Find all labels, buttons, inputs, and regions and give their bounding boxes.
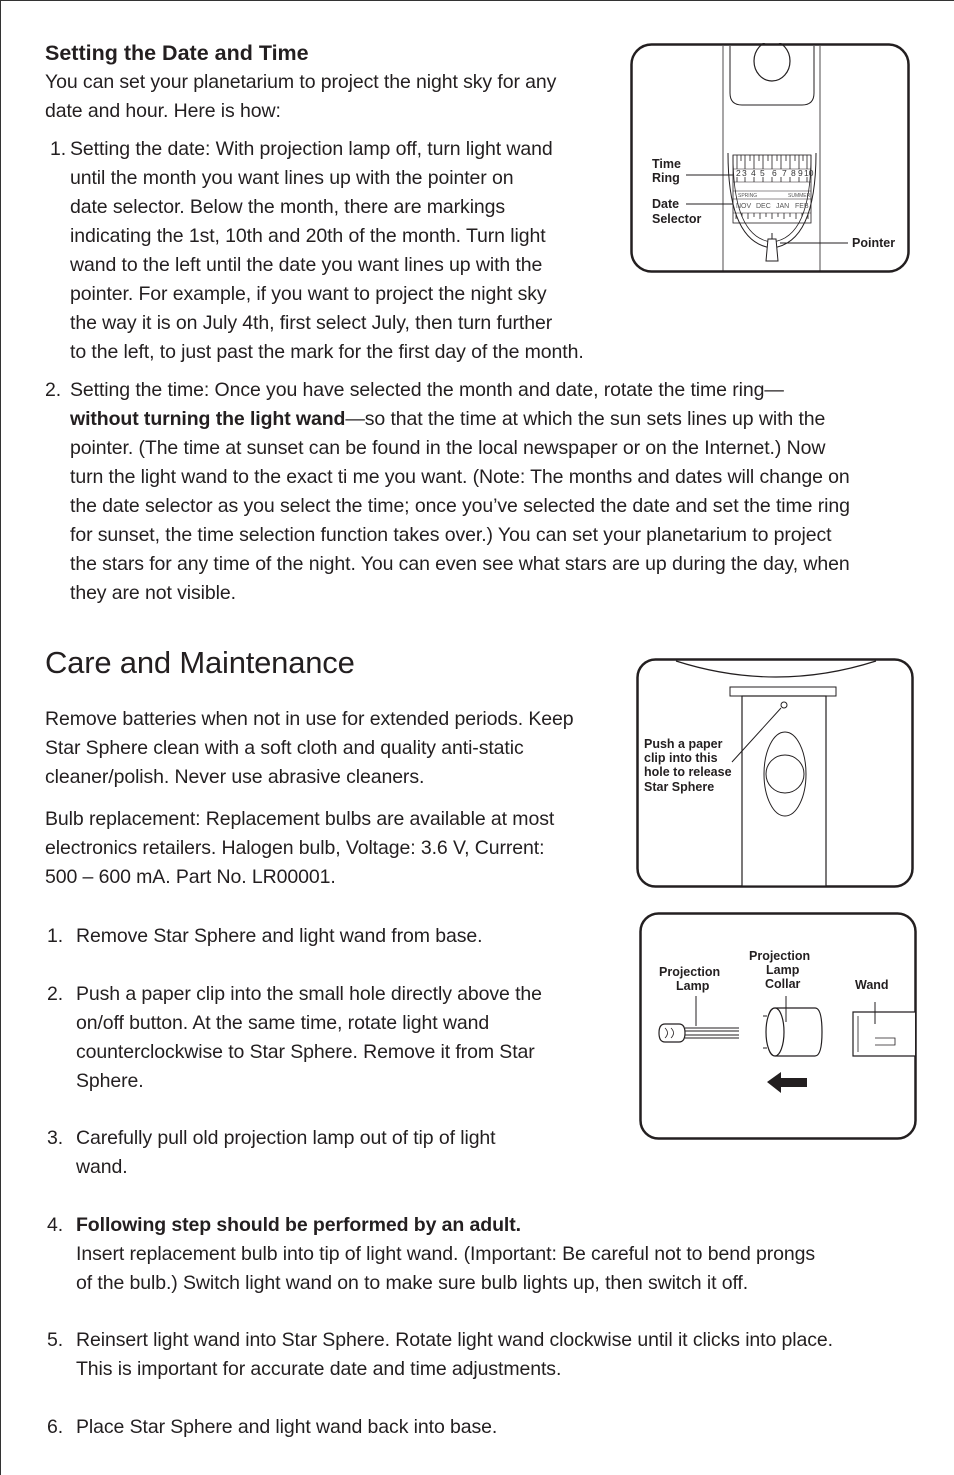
care-step-5 bbox=[47, 1326, 927, 1384]
release-label-line: clip into this bbox=[644, 751, 718, 765]
step-line: counterclockwise to Star Sphere. Remove it from Star bbox=[76, 1041, 535, 1063]
step-number: 1. bbox=[47, 925, 64, 947]
label-pointer: Pointer bbox=[852, 236, 896, 250]
step-line: Setting the time: Once you have selected the month and date, rotate the time ring— bbox=[70, 379, 784, 401]
date-step-2 bbox=[45, 376, 915, 608]
month-label: NOV bbox=[736, 203, 752, 210]
label-collar-2: Lamp bbox=[766, 963, 800, 977]
step-line: the way it is on July 4th, first select July, then turn further bbox=[70, 312, 553, 334]
lamp-parts-illustration bbox=[639, 912, 919, 1144]
ring-number: 4 bbox=[751, 168, 756, 178]
ring-number: 5 bbox=[760, 168, 765, 178]
season-label: SPRING bbox=[738, 193, 758, 199]
step-number: 3. bbox=[47, 1127, 64, 1149]
step-line: indicating the 1st, 10th and 20th of the month. Turn light bbox=[70, 225, 546, 247]
step-line: of the bulb.) Switch light wand on to make sure bulb lights up, then switch it off. bbox=[76, 1272, 749, 1294]
figure-release-hole bbox=[636, 658, 916, 890]
label-collar-3: Collar bbox=[765, 977, 801, 991]
label-time: Time bbox=[652, 157, 681, 171]
care-step-1 bbox=[47, 922, 627, 951]
step-line: until the month you want lines up with the pointer on bbox=[70, 167, 514, 189]
month-label: FEB bbox=[795, 203, 809, 210]
season-label: SUMMER bbox=[788, 193, 811, 199]
care-step-2 bbox=[47, 980, 627, 1096]
step-line: pointer. (The time at sunset can be found in the local newspaper or on the Internet.) Now bbox=[70, 437, 826, 459]
ring-number: 9 bbox=[798, 168, 803, 178]
step-line: without turning the light wand—so that the time at which the sun sets lines up with the bbox=[70, 408, 826, 430]
step-line: Sphere. bbox=[76, 1070, 144, 1092]
dial-illustration bbox=[630, 43, 912, 275]
section-heading-care: Care and Maintenance bbox=[45, 645, 355, 680]
figure-dial bbox=[630, 43, 912, 275]
ring-number: 3 bbox=[742, 168, 747, 178]
label-lamp-1: Projection bbox=[659, 965, 721, 979]
step-number: 4. bbox=[47, 1214, 64, 1236]
para-line: Remove batteries when not in use for extended periods. Keep bbox=[45, 708, 574, 730]
step-line: pointer. For example, if you want to project the night sky bbox=[70, 283, 547, 305]
para-line: 500 – 600 mA. Part No. LR00001. bbox=[45, 866, 336, 888]
care-paragraph-2 bbox=[45, 805, 615, 892]
ring-number: 2 bbox=[736, 168, 741, 178]
step-line: Carefully pull old projection lamp out of tip of light bbox=[76, 1127, 496, 1149]
intro-line: You can set your planetarium to project the night sky for any bbox=[45, 71, 557, 93]
step-line: This is important for accurate date and time adjustments. bbox=[76, 1358, 562, 1380]
step-line: Remove Star Sphere and light wand from base. bbox=[76, 925, 483, 947]
month-label: DEC bbox=[756, 203, 771, 210]
step-line: on/off button. At the same time, rotate light wand bbox=[76, 1012, 490, 1034]
month-label: JAN bbox=[776, 203, 790, 210]
label-wand: Wand bbox=[855, 978, 889, 992]
care-step-4 bbox=[47, 1211, 927, 1298]
step-line: turn the light wand to the exact ti me you want. (Note: The months and dates will change on bbox=[70, 466, 850, 488]
step-line: Insert replacement bulb into tip of light wand. (Important: Be careful not to bend prongs bbox=[76, 1243, 816, 1265]
step-line: they are not visible. bbox=[70, 582, 236, 604]
ring-number: 6 bbox=[772, 168, 777, 178]
step-line: date selector. Below the month, there are markings bbox=[70, 196, 506, 218]
step-line: Place Star Sphere and light wand back into base. bbox=[76, 1416, 498, 1438]
section-heading-date-time: Setting the Date and Time bbox=[45, 41, 309, 65]
adult-warning: Following step should be performed by an adult. bbox=[76, 1214, 521, 1236]
release-hole-illustration bbox=[636, 658, 916, 890]
para-line: Star Sphere clean with a soft cloth and quality anti-static bbox=[45, 737, 524, 759]
intro-line: date and hour. Here is how: bbox=[45, 100, 281, 122]
step-line: the stars for any time of the night. You can even see what stars are up during the day, when bbox=[70, 553, 850, 575]
care-step-3 bbox=[47, 1124, 627, 1182]
release-label-line: Push a paper bbox=[644, 737, 723, 751]
label-ring: Ring bbox=[652, 171, 680, 185]
step-line: the date selector as you select the time; once you’ve selected the date and set the time ring bbox=[70, 495, 850, 517]
intro-paragraph bbox=[45, 68, 615, 126]
step-line: Push a paper clip into the small hole directly above the bbox=[76, 983, 542, 1005]
release-label-line: Star Sphere bbox=[644, 780, 715, 794]
label-collar-1: Projection bbox=[749, 949, 811, 963]
label-lamp-2: Lamp bbox=[676, 979, 710, 993]
date-step-1 bbox=[45, 135, 635, 367]
para-line: electronics retailers. Halogen bulb, Voltage: 3.6 V, Current: bbox=[45, 837, 545, 859]
step-line: wand. bbox=[76, 1156, 128, 1178]
step-line: wand to the left until the date you want lines up with the bbox=[70, 254, 543, 276]
step-line: Setting the date: With projection lamp off, turn light wand bbox=[70, 138, 553, 160]
label-selector: Selector bbox=[652, 212, 702, 226]
ring-number: 8 bbox=[791, 168, 796, 178]
release-label-line: hole to release bbox=[644, 765, 732, 779]
step-line: to the left, to just past the mark for the first day of the month. bbox=[70, 341, 584, 363]
care-paragraph-1 bbox=[45, 705, 615, 792]
para-line: cleaner/polish. Never use abrasive cleaners. bbox=[45, 766, 425, 788]
care-step-6 bbox=[47, 1413, 927, 1442]
ring-number: 7 bbox=[782, 168, 787, 178]
step-number: 1. bbox=[50, 138, 67, 160]
bold-emphasis: without turning the light wand bbox=[70, 408, 346, 430]
step-number: 5. bbox=[47, 1329, 64, 1351]
step-line: for sunset, the time selection function takes over.) You can set your planetarium to project bbox=[70, 524, 832, 546]
para-line: Bulb replacement: Replacement bulbs are available at most bbox=[45, 808, 555, 830]
step-number: 2. bbox=[45, 379, 62, 401]
step-number: 6. bbox=[47, 1416, 64, 1438]
label-date: Date bbox=[652, 197, 680, 211]
ring-number: 10 bbox=[804, 168, 814, 178]
step-line: Reinsert light wand into Star Sphere. Rotate light wand clockwise until it clicks into place. bbox=[76, 1329, 833, 1351]
figure-lamp-parts bbox=[639, 912, 919, 1144]
step-number: 2. bbox=[47, 983, 64, 1005]
